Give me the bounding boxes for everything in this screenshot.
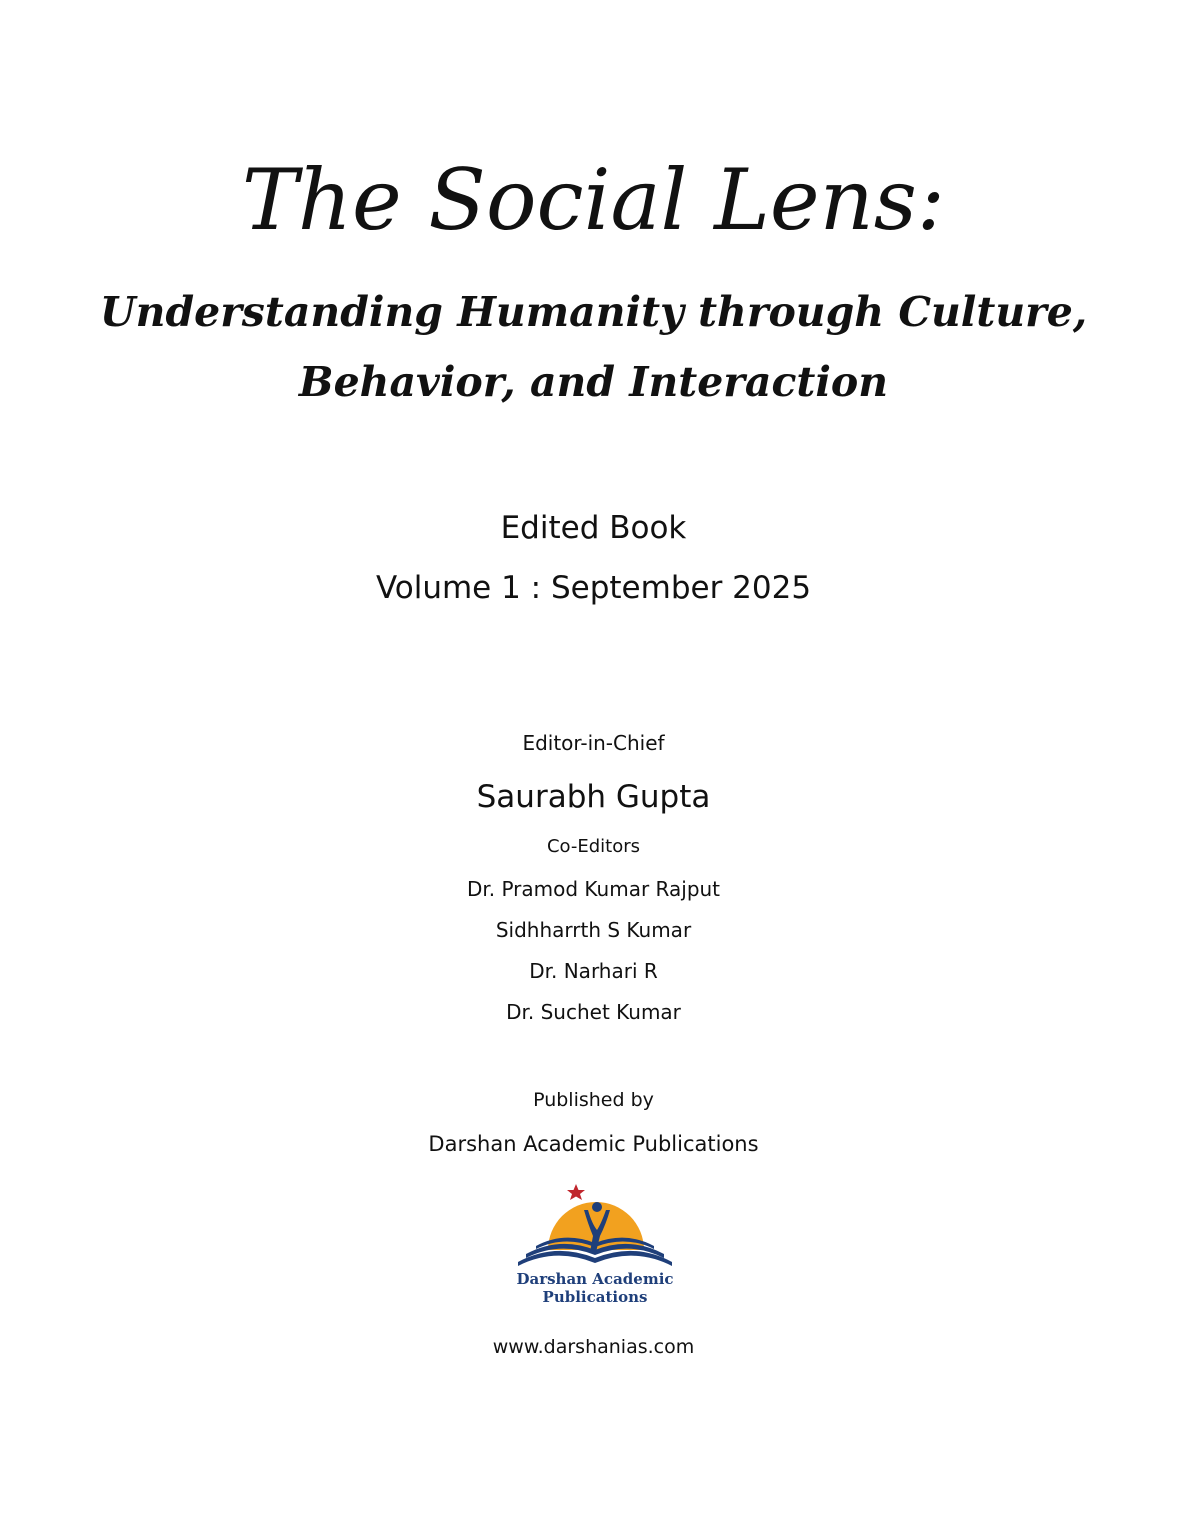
volume-info: Volume 1 : September 2025 (375, 570, 812, 606)
co-editors-label: Co-Editors (546, 836, 641, 857)
co-editor-name: Sidhharrth S Kumar (495, 918, 692, 942)
book-title: The Social Lens: (241, 151, 946, 249)
book-subtitle-line-2: Behavior, and Interaction (298, 358, 889, 406)
book-type: Edited Book (500, 510, 687, 546)
published-by-label: Published by (533, 1089, 654, 1111)
publisher-logo (500, 1180, 690, 1310)
editor-in-chief-name: Saurabh Gupta (476, 779, 711, 815)
book-subtitle-line-1: Understanding Humanity through Culture, (99, 288, 1088, 336)
editor-in-chief-label: Editor-in-Chief (522, 731, 665, 755)
logo-text-line-2: Publications (542, 1288, 648, 1306)
co-editor-name: Dr. Suchet Kumar (506, 1000, 681, 1024)
logo-text-line-1: Darshan Academic (516, 1270, 674, 1288)
co-editor-name: Dr. Pramod Kumar Rajput (466, 877, 721, 901)
co-editor-name: Dr. Narhari R (529, 959, 658, 983)
publisher-website: www.darshanias.com (492, 1336, 695, 1358)
publisher-name: Darshan Academic Publications (428, 1132, 759, 1156)
